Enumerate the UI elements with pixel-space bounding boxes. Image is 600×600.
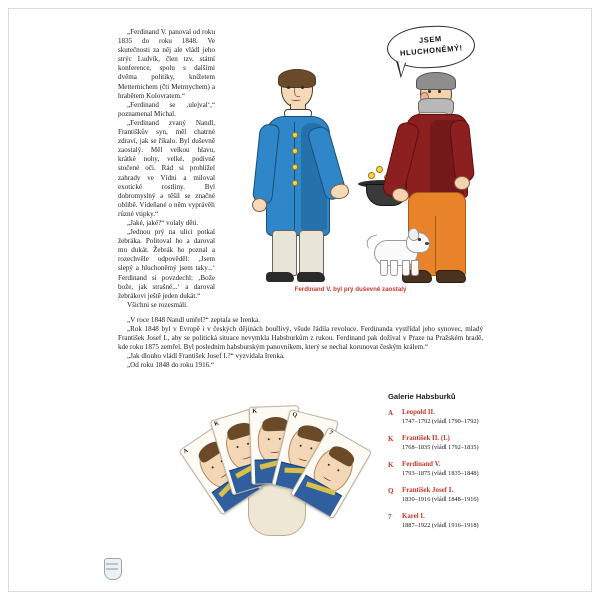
trousers-seam	[435, 216, 436, 274]
paragraph: „Jednou prý na ulici potkal žebráka. Politoval ho a daroval mu dukát. Žebrák ho poznal a rozechvěle odpověděl: ‚Jsem slepý a hluchoněmý jsem taky...‘ Ferdinand si povzdechl: ‚Bože bože, jak strašné...‘ a daroval žebrákovi ještě jeden dukát.“	[118, 228, 215, 300]
dog-leg	[380, 260, 388, 276]
dog-leg	[402, 260, 410, 276]
paragraph: „Ferdinand V. panoval od roku 1835 do roku 1848. Ve skutečnosti za něj ale vládl jeho strýc Ludvík, člen tzv. státní konference, spolu s dalšími dvěma politiky, knížetem Metternichem (čti Metrnychem) a hrabětem Kolovratem.“	[118, 28, 215, 100]
gallery-entry	[388, 409, 568, 426]
ferdinand-hair	[278, 69, 316, 88]
gallery-habsburku	[388, 392, 568, 539]
beggar-eye-left	[428, 90, 431, 93]
portrait-eye-right	[337, 469, 340, 472]
shield-icon	[102, 556, 122, 582]
portrait-eye-left	[268, 438, 270, 440]
ferdinand-shoe-left	[266, 272, 294, 282]
portrait-eye-left	[236, 446, 239, 449]
dog-leg	[411, 260, 419, 276]
coat-button	[292, 164, 298, 170]
text-block-narrow	[118, 28, 215, 310]
gallery-entry-key: A	[388, 409, 394, 417]
gallery-entry	[388, 513, 568, 530]
dog-figure	[368, 230, 430, 276]
ferdinand-mouth	[291, 98, 301, 101]
card-rank: Q	[291, 411, 298, 419]
shield-bar	[106, 563, 118, 565]
text-block-wide	[118, 316, 483, 371]
ferdinand-eye-right	[301, 86, 304, 89]
gallery-entry-dates: 1887–1922 (vládl 1916–1918)	[402, 521, 479, 529]
portrait-eye-left	[211, 466, 214, 469]
coat-button	[292, 132, 298, 138]
coin	[376, 166, 383, 173]
gallery-entry-dates: 1830–1916 (vládl 1848–1916)	[402, 495, 479, 503]
gallery-entry	[388, 435, 568, 452]
card-rank: A	[182, 447, 190, 456]
dog-eye	[418, 238, 421, 241]
ferdinand-leg-left	[272, 230, 297, 276]
shield-bar	[106, 568, 118, 570]
gallery-entry-dates: 1768–1835 (vládl 1792–1835)	[402, 443, 479, 451]
illustration-ferdinand-beggar	[218, 24, 483, 309]
gallery-entry-name: František Josef I.	[402, 487, 454, 494]
paragraph: „Jak dlouho vládl František Josef I.?“ vyzvídala Irenka.	[127, 352, 285, 361]
ferdinand-nose	[294, 88, 300, 97]
gallery-entry-key: K	[388, 435, 394, 443]
paragraph: Všichni se rozesmáli.	[127, 300, 188, 309]
gallery-entry-key: Q	[388, 487, 394, 495]
portrait-hair	[328, 443, 358, 468]
gallery-entry-key: K	[388, 461, 394, 469]
gallery-entry-dates: 1793–1875 (vládl 1835–1848)	[402, 469, 479, 477]
illustration-caption: Ferdinand V. byl prý duševně zaostalý	[294, 286, 407, 293]
dog-nose	[425, 242, 429, 245]
portrait-eye-right	[279, 438, 281, 440]
ferdinand-shoe-right	[297, 272, 325, 282]
speech-line-1: JSEM	[418, 34, 443, 46]
portrait-eye-right	[310, 447, 313, 450]
gallery-entry-name: Leopold II.	[402, 409, 435, 416]
illustration-playing-cards	[182, 404, 356, 559]
ferdinand-leg-right	[299, 230, 324, 276]
gallery-entry-key: 7	[388, 513, 392, 521]
ferdinand-eye-left	[287, 86, 290, 89]
gallery-entry	[388, 487, 568, 504]
paragraph: „Ferdinand se ‚ulejval‘,“ poznamenal Michal.	[118, 100, 215, 118]
portrait-eye-left	[299, 445, 302, 448]
paragraph: „V roce 1848 Nandl umřel?“ zeptala se Irenka.	[127, 316, 261, 324]
gallery-entry	[388, 461, 568, 478]
speech-line-2: HLUCHONĚMÝ!	[399, 43, 464, 58]
figure-ferdinand	[254, 72, 350, 284]
coin	[368, 172, 375, 179]
beggar-shoe-right	[436, 270, 466, 283]
card-rank: K	[252, 408, 258, 415]
gallery-entry-name: Karel I.	[402, 513, 425, 520]
portrait-mouth	[323, 475, 332, 482]
gallery-entry-name: Ferdinand V.	[402, 461, 441, 468]
portrait-eye-left	[327, 463, 330, 466]
coat-placket	[294, 122, 295, 230]
gallery-entry-dates: 1747–1792 (vládl 1790–1792)	[402, 417, 479, 425]
coat-button	[292, 180, 298, 186]
gallery-title: Galerie Habsburků	[388, 392, 456, 401]
beggar-hand-right	[454, 176, 470, 190]
card-rank: K	[213, 420, 220, 428]
beggar-hair	[416, 72, 456, 90]
portrait-mouth	[270, 450, 279, 453]
speech-bubble-text	[387, 30, 475, 59]
paragraph: „Od roku 1848 do roku 1916.“	[127, 361, 215, 370]
gallery-entry-name: František II. (I.)	[402, 435, 450, 442]
dog-leg	[390, 260, 398, 276]
paragraph: „Rok 1848 byl v Evropě i v českých dějinách bouřlivý, všude řádila revoluce. Ferdinanda vystřídal jeho synovec, mladý František Josef I., aby se politická situace nevymkla Habsburkům z rukou. Ferdinand pak dožíval v Praze na Pražském hradě, kde roku 1875 zemřel. Byl posledním habsburským panovníkem, který se nechal korunovat českým králem.“	[118, 325, 483, 352]
beggar-eye-right	[438, 90, 441, 93]
paragraph: „Ferdinand zvaný Nandl, Františkův syn, měl chatrné zdraví, jak se říkalo. Byl duševně zaostalý. Měl velkou hlavu, krátké nohy, velké, podivně stočené oči. Rád si prohlížel zahrady ve Vídni a miloval exotické rostliny. Byl dobromyslný a těšil se značné oblibě. Vídeňané o něm vyprávěli různé vtipky.“	[118, 118, 215, 218]
portrait-mouth	[298, 457, 307, 462]
coat-button	[292, 148, 298, 154]
paragraph: „Jaké, jaké?“ volaly děti.	[127, 218, 199, 227]
card-rank: 7	[327, 430, 334, 437]
ferdinand-hand-left	[252, 198, 267, 212]
